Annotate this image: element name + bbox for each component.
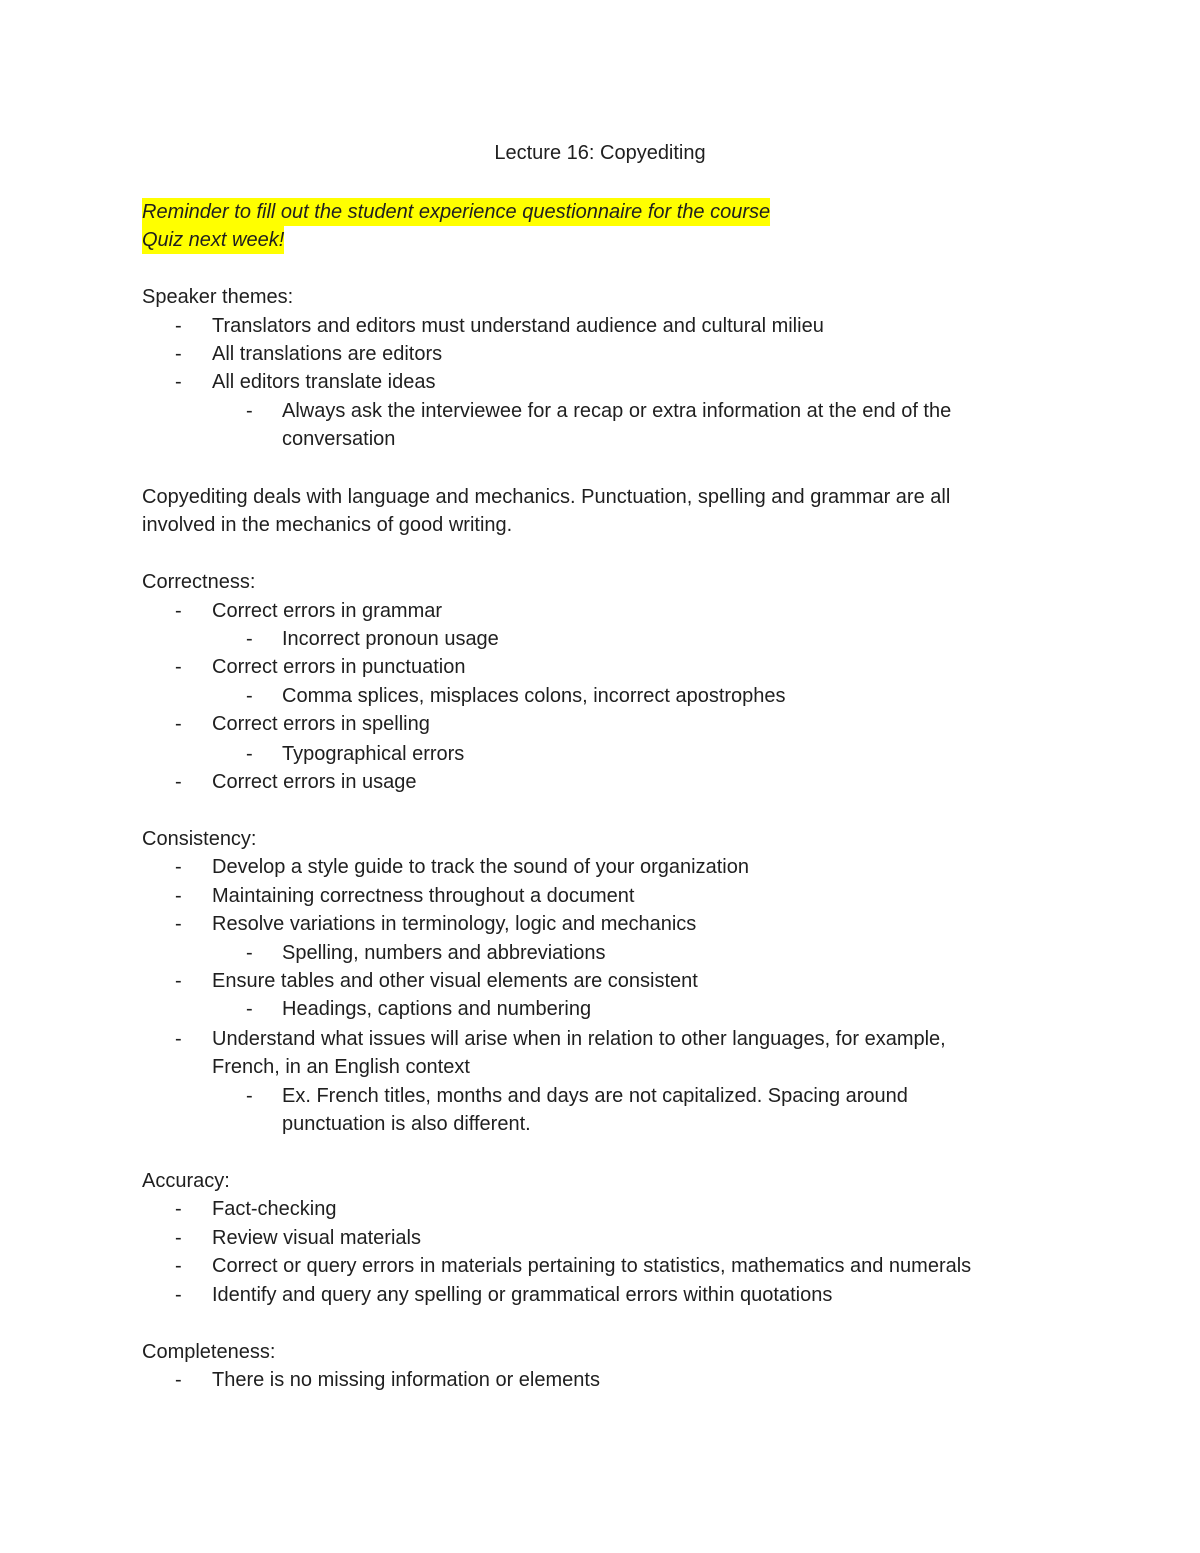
bullet-dash: - [246,998,253,1020]
list-item: Review visual materials [212,1227,421,1249]
bullet-dash: - [175,885,182,907]
page-title: Lecture 16: Copyediting [494,142,706,164]
bullet-dash: - [175,713,182,735]
list-item-continued: French, in an English context [212,1056,470,1078]
intro-paragraph: Copyediting deals with language and mechanics. Punctuation, spelling and grammar are all [142,486,951,508]
sub-list-item: Ex. French titles, months and days are not capitalized. Spacing around [282,1085,908,1107]
list-item: Develop a style guide to track the sound of your organization [212,856,749,878]
bullet-dash: - [175,600,182,622]
list-item: Correct or query errors in materials pertaining to statistics, mathematics and numerals [212,1255,972,1277]
list-item: All editors translate ideas [212,371,436,393]
list-item: Fact-checking [212,1198,337,1220]
bullet-dash: - [175,1369,182,1391]
sub-list-item-continued: punctuation is also different. [282,1113,531,1135]
sub-list-item: Spelling, numbers and abbreviations [282,942,606,964]
sub-list-item: Comma splices, misplaces colons, incorrect apostrophes [282,685,786,707]
list-item: Correct errors in usage [212,771,417,793]
sub-list-item: Always ask the interviewee for a recap or extra information at the end of the [282,400,952,422]
bullet-dash: - [246,400,253,422]
bullet-dash: - [175,1284,182,1306]
bullet-dash: - [175,913,182,935]
sub-list-item-continued: conversation [282,428,396,450]
bullet-dash: - [246,1085,253,1107]
list-item: Identify and query any spelling or grammatical errors within quotations [212,1284,833,1306]
bullet-dash: - [175,1198,182,1220]
reminder-questionnaire: Reminder to fill out the student experience questionnaire for the course [142,198,770,226]
bullet-dash: - [246,685,253,707]
speaker-heading: Speaker themes: [142,286,294,308]
list-item: Correct errors in punctuation [212,656,466,678]
list-item: Maintaining correctness throughout a document [212,885,635,907]
list-item: Resolve variations in terminology, logic and mechanics [212,913,697,935]
bullet-dash: - [246,942,253,964]
list-item: Correct errors in grammar [212,600,443,622]
list-item: Correct errors in spelling [212,713,430,735]
sub-list-item: Typographical errors [282,743,465,765]
sub-list-item: Headings, captions and numbering [282,998,592,1020]
intro-paragraph-continued: involved in the mechanics of good writing. [142,514,513,536]
list-item: All translations are editors [212,343,443,365]
bullet-dash: - [175,856,182,878]
bullet-dash: - [175,656,182,678]
reminder-quiz: Quiz next week! [142,226,284,254]
correctness-heading: Correctness: [142,571,256,593]
bullet-dash: - [175,970,182,992]
list-item: Understand what issues will arise when in relation to other languages, for example, [212,1028,946,1050]
list-item: Translators and editors must understand audience and cultural milieu [212,315,824,337]
list-item: There is no missing information or elements [212,1369,600,1391]
consistency-heading: Consistency: [142,828,257,850]
bullet-dash: - [175,343,182,365]
bullet-dash: - [175,771,182,793]
completeness-heading: Completeness: [142,1341,276,1363]
list-item: Ensure tables and other visual elements are consistent [212,970,698,992]
bullet-dash: - [246,628,253,650]
bullet-dash: - [175,1227,182,1249]
bullet-dash: - [246,743,253,765]
sub-list-item: Incorrect pronoun usage [282,628,499,650]
bullet-dash: - [175,315,182,337]
bullet-dash: - [175,1255,182,1277]
accuracy-heading: Accuracy: [142,1170,230,1192]
bullet-dash: - [175,1028,182,1050]
bullet-dash: - [175,371,182,393]
